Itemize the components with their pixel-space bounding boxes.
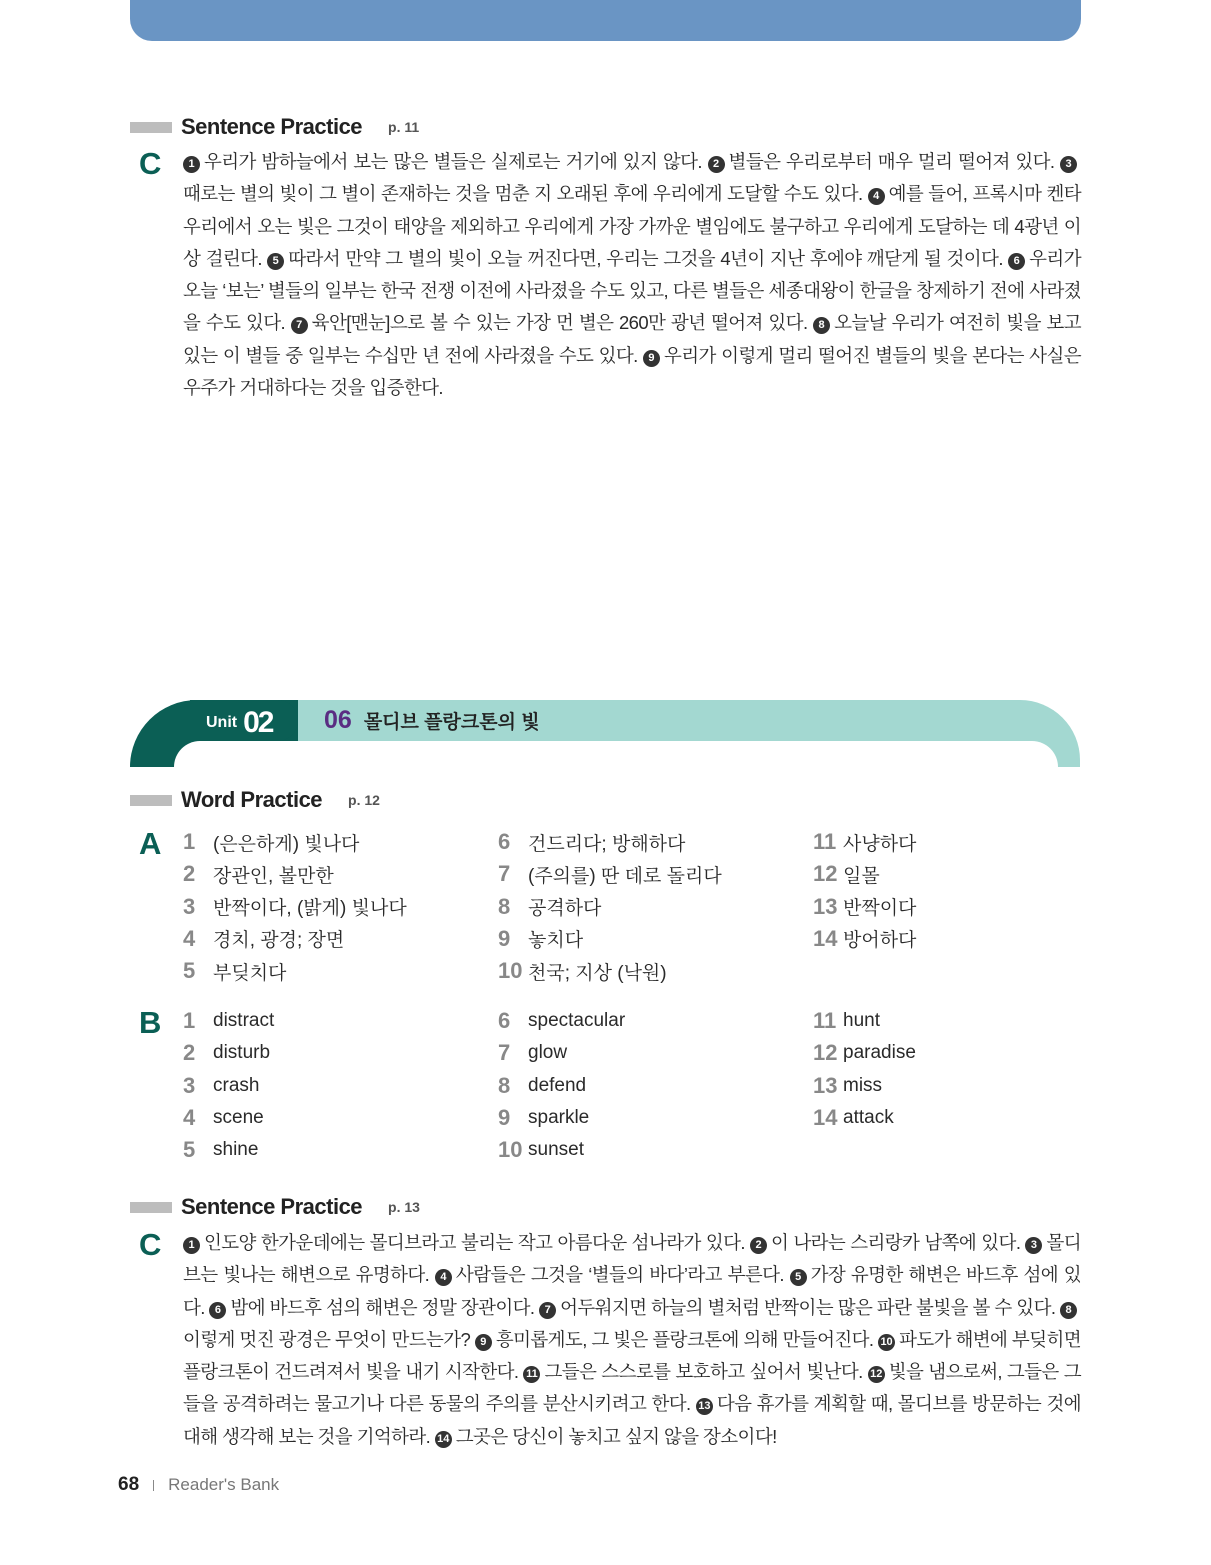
sentence-text: 때로는 별의 빛이 그 별이 존재하는 것을 멈춘 지 오래된 후에 우리에게 도달할 수도 있다. bbox=[183, 183, 863, 205]
sentence-text: 따라서 만약 그 별의 빛이 오늘 꺼진다면, 우리는 그것을 4년이 지난 후에야 깨닫게 될 것이다. bbox=[288, 247, 1003, 269]
word-item bbox=[813, 1102, 894, 1134]
word-text: 반짝이다, (밝게) 빛나다 bbox=[213, 898, 407, 920]
word-item bbox=[813, 826, 916, 858]
sentence-number-badge: 9 bbox=[643, 350, 660, 367]
word-item bbox=[813, 1037, 916, 1069]
header-bar-decoration bbox=[130, 795, 172, 806]
word-number: 12 bbox=[813, 1040, 838, 1066]
lesson-title bbox=[324, 706, 540, 735]
sentence-text: 우리가 오늘 ‘보는’ 별들의 일부는 한국 전쟁 이전에 사라졌을 수도 있고, 다른 별들은 세종대왕이 한글을 창제하기 전에 사라졌을 수도 있다. bbox=[183, 247, 1081, 334]
word-item bbox=[183, 1134, 258, 1166]
sentence-text: 밤에 바드후 섬의 해변은 정말 장관이다. bbox=[230, 1296, 535, 1318]
word-number: 4 bbox=[183, 925, 196, 951]
word-item bbox=[813, 1070, 882, 1102]
word-item bbox=[498, 1070, 586, 1102]
sentence-text: 흥미롭게도, 그 빛은 플랑크톤에 의해 만들어진다. bbox=[495, 1328, 874, 1350]
word-item bbox=[498, 1134, 584, 1166]
word-number: 8 bbox=[498, 1072, 511, 1098]
page-reference: p. 13 bbox=[388, 1199, 420, 1215]
sentence-number-badge: 7 bbox=[291, 317, 308, 334]
word-number: 10 bbox=[498, 958, 523, 984]
word-item bbox=[813, 923, 916, 955]
word-text: 일몰 bbox=[843, 865, 880, 887]
word-item bbox=[498, 826, 685, 858]
word-text: sunset bbox=[528, 1139, 584, 1161]
sentence-text: 그곳은 당신이 놓치고 싶지 않을 장소이다! bbox=[455, 1425, 777, 1447]
word-text: paradise bbox=[843, 1042, 916, 1064]
word-item bbox=[813, 1005, 880, 1037]
sentence-number-badge: 6 bbox=[1008, 253, 1025, 270]
sentence-text: 별들은 우리로부터 매우 멀리 떨어져 있다. bbox=[728, 151, 1055, 172]
word-number: 1 bbox=[183, 829, 196, 854]
word-number: 7 bbox=[498, 1040, 511, 1066]
word-text: 천국; 지상 (낙원) bbox=[528, 962, 667, 984]
word-number: 6 bbox=[498, 1008, 511, 1033]
word-number: 5 bbox=[183, 958, 196, 984]
sentence-text: 그들은 스스로를 보호하고 싶어서 빛난다. bbox=[544, 1361, 863, 1383]
word-item bbox=[183, 1102, 264, 1134]
sentence-text: 사람들은 그것을 ‘별들의 바다’라고 부른다. bbox=[455, 1264, 784, 1286]
sentence-text: 우리가 밤하늘에서 보는 많은 별들은 실제로는 거기에 있지 않다. bbox=[204, 151, 702, 172]
section-title: Sentence Practice bbox=[181, 1194, 363, 1219]
section-header-word-practice bbox=[130, 787, 380, 813]
word-number: 12 bbox=[813, 861, 838, 887]
word-number: 2 bbox=[183, 1040, 196, 1066]
word-text: 건드리다; 방해하다 bbox=[528, 833, 686, 855]
word-number: 6 bbox=[498, 829, 511, 854]
sentence-number-badge: 14 bbox=[435, 1431, 452, 1448]
exercise-letter-b: B bbox=[139, 1005, 162, 1040]
word-number: 11 bbox=[813, 829, 837, 854]
unit-banner bbox=[130, 700, 1080, 767]
word-item bbox=[813, 858, 880, 890]
sentence-number-badge: 2 bbox=[750, 1237, 767, 1254]
sentence-number-badge: 5 bbox=[267, 253, 284, 270]
word-item bbox=[183, 826, 359, 858]
page-number: 68 bbox=[118, 1474, 140, 1495]
sentence-text: 파도가 해변에 부딪히면 플랑크톤이 건드려져서 빛을 내기 시작한다. bbox=[183, 1328, 1082, 1383]
word-text: (주의를) 딴 데로 돌리다 bbox=[528, 865, 722, 887]
translation-paragraph-2 bbox=[183, 1227, 1081, 1453]
sentence-number-badge: 4 bbox=[435, 1269, 452, 1286]
word-item bbox=[183, 1070, 259, 1102]
top-color-bar bbox=[130, 0, 1081, 41]
sentence-text: 우리가 이렇게 멀리 떨어진 별들의 빛을 본다는 사실은 우주가 거대하다는 것을 입증한다. bbox=[183, 344, 1081, 399]
word-item bbox=[183, 923, 344, 955]
word-item bbox=[183, 891, 407, 923]
book-title: Reader's Bank bbox=[168, 1475, 280, 1494]
section-header-sentence-practice-2 bbox=[130, 1194, 420, 1220]
word-item bbox=[183, 858, 334, 890]
word-text: 경치, 광경; 장면 bbox=[213, 930, 345, 952]
word-text: glow bbox=[528, 1042, 568, 1064]
sentence-number-badge: 10 bbox=[878, 1334, 895, 1351]
sentence-number-badge: 7 bbox=[539, 1302, 556, 1319]
exercise-letter: C bbox=[139, 146, 162, 181]
word-number: 10 bbox=[498, 1137, 523, 1163]
word-item bbox=[183, 1005, 274, 1037]
lesson-name: 몰디브 플랑크톤의 빛 bbox=[363, 712, 540, 733]
header-bar-decoration bbox=[130, 122, 172, 133]
word-number: 5 bbox=[183, 1137, 196, 1163]
sentence-number-badge: 8 bbox=[813, 317, 830, 334]
page-footer bbox=[118, 1474, 279, 1496]
sentence-text: 인도양 한가운데에는 몰디브라고 불리는 작고 아름다운 섬나라가 있다. bbox=[204, 1232, 745, 1253]
word-text: shine bbox=[213, 1139, 259, 1161]
sentence-text: 오늘날 우리가 여전히 빛을 보고 있는 이 별들 중 일부는 수십만 년 전에 사라졌을 수도 있다. bbox=[183, 312, 1081, 366]
sentence-number-badge: 11 bbox=[523, 1366, 540, 1383]
word-number: 14 bbox=[813, 1104, 838, 1130]
sentence-number-badge: 5 bbox=[790, 1269, 807, 1286]
sentence-text: 빛을 냄으로써, 그들은 그들을 공격하려는 물고기나 다른 동물의 주의를 분산시키려고 한다. bbox=[183, 1361, 1081, 1415]
word-number: 9 bbox=[498, 1104, 511, 1130]
word-item bbox=[183, 955, 286, 987]
word-item bbox=[183, 1037, 270, 1069]
sentence-text: 몰디브는 빛나는 해변으로 유명하다. bbox=[183, 1232, 1081, 1286]
word-item bbox=[498, 1005, 625, 1037]
word-number: 8 bbox=[498, 893, 511, 919]
footer-divider bbox=[153, 1480, 154, 1491]
word-text: attack bbox=[843, 1106, 894, 1128]
header-bar-decoration bbox=[130, 1202, 172, 1213]
word-item bbox=[498, 1102, 589, 1134]
word-item bbox=[498, 891, 601, 923]
word-text: distract bbox=[213, 1010, 275, 1031]
word-number: 3 bbox=[183, 893, 196, 919]
sentence-number-badge: 2 bbox=[708, 156, 725, 173]
word-number: 11 bbox=[813, 1008, 837, 1033]
word-text: 놓치다 bbox=[528, 930, 584, 952]
word-number: 1 bbox=[183, 1008, 196, 1033]
unit-label bbox=[206, 706, 272, 740]
word-text: spectacular bbox=[528, 1010, 626, 1031]
word-text: miss bbox=[843, 1074, 883, 1096]
exercise-letter: C bbox=[139, 1227, 162, 1262]
word-item bbox=[498, 923, 583, 955]
word-text: sparkle bbox=[528, 1106, 590, 1128]
sentence-number-badge: 4 bbox=[868, 188, 885, 205]
unit-number: 02 bbox=[243, 706, 273, 739]
sentence-number-badge: 3 bbox=[1025, 1237, 1042, 1254]
sentence-number-badge: 8 bbox=[1060, 1302, 1077, 1319]
sentence-number-badge: 9 bbox=[475, 1334, 492, 1351]
word-text: (은은하게) 빛나다 bbox=[213, 833, 360, 855]
page-reference: p. 11 bbox=[388, 119, 420, 135]
word-number: 13 bbox=[813, 1072, 838, 1098]
word-item bbox=[498, 858, 722, 890]
word-text: disturb bbox=[213, 1042, 271, 1064]
word-text: defend bbox=[528, 1074, 587, 1096]
sentence-number-badge: 6 bbox=[209, 1302, 226, 1319]
sentence-number-badge: 1 bbox=[183, 156, 200, 173]
exercise-letter-a: A bbox=[139, 826, 162, 861]
word-text: scene bbox=[213, 1106, 264, 1128]
word-number: 13 bbox=[813, 893, 838, 919]
word-number: 2 bbox=[183, 861, 196, 887]
word-text: 방어하다 bbox=[843, 930, 917, 952]
sentence-text: 가장 유명한 해변은 바드후 섬에 있다. bbox=[183, 1264, 1081, 1318]
word-item bbox=[498, 1037, 567, 1069]
section-header-sentence-practice-1 bbox=[130, 114, 419, 140]
word-item bbox=[813, 891, 916, 923]
word-number: 14 bbox=[813, 925, 838, 951]
word-number: 3 bbox=[183, 1072, 196, 1098]
word-text: 부딪치다 bbox=[213, 962, 287, 984]
sentence-text: 다음 휴가를 계획할 때, 몰디브를 방문하는 것에 대해 생각해 보는 것을 기억하라. bbox=[183, 1393, 1081, 1447]
word-item bbox=[498, 955, 667, 987]
section-title: Sentence Practice bbox=[181, 114, 363, 139]
sentence-number-badge: 12 bbox=[868, 1366, 885, 1383]
sentence-text: 이 나라는 스리랑카 남쪽에 있다. bbox=[771, 1232, 1021, 1253]
sentence-text: 육안[맨눈]으로 볼 수 있는 가장 먼 별은 260만 광년 떨어져 있다. bbox=[311, 312, 808, 334]
sentence-number-badge: 1 bbox=[183, 1237, 200, 1254]
sentence-number-badge: 13 bbox=[696, 1398, 713, 1415]
sentence-number-badge: 3 bbox=[1060, 156, 1077, 173]
word-text: 사냥하다 bbox=[843, 833, 917, 855]
word-text: 장관인, 볼만한 bbox=[213, 865, 334, 887]
word-text: 공격하다 bbox=[528, 898, 602, 920]
word-text: crash bbox=[213, 1074, 260, 1096]
word-number: 4 bbox=[183, 1104, 196, 1130]
sentence-text: 이렇게 멋진 광경은 무엇이 만드는가? bbox=[183, 1328, 471, 1350]
word-text: hunt bbox=[843, 1010, 880, 1031]
word-number: 7 bbox=[498, 861, 511, 887]
sentence-text: 어두워지면 하늘의 별처럼 반짝이는 많은 파란 불빛을 볼 수 있다. bbox=[560, 1296, 1056, 1318]
unit-word: Unit bbox=[206, 714, 238, 731]
lesson-number: 06 bbox=[324, 706, 352, 734]
sentence-text: 예를 들어, 프록시마 켄타우리에서 오는 빛은 그것이 태양을 제외하고 우리에게 가장 가까운 별임에도 불구하고 우리에게 도달하는 데 4광년 이상 걸린다. bbox=[183, 183, 1081, 269]
section-title: Word Practice bbox=[181, 787, 323, 812]
word-text: 반짝이다 bbox=[843, 898, 917, 920]
translation-paragraph-1 bbox=[183, 146, 1081, 404]
word-number: 9 bbox=[498, 925, 511, 951]
page-reference: p. 12 bbox=[348, 792, 380, 808]
banner-cutout bbox=[174, 741, 1058, 767]
